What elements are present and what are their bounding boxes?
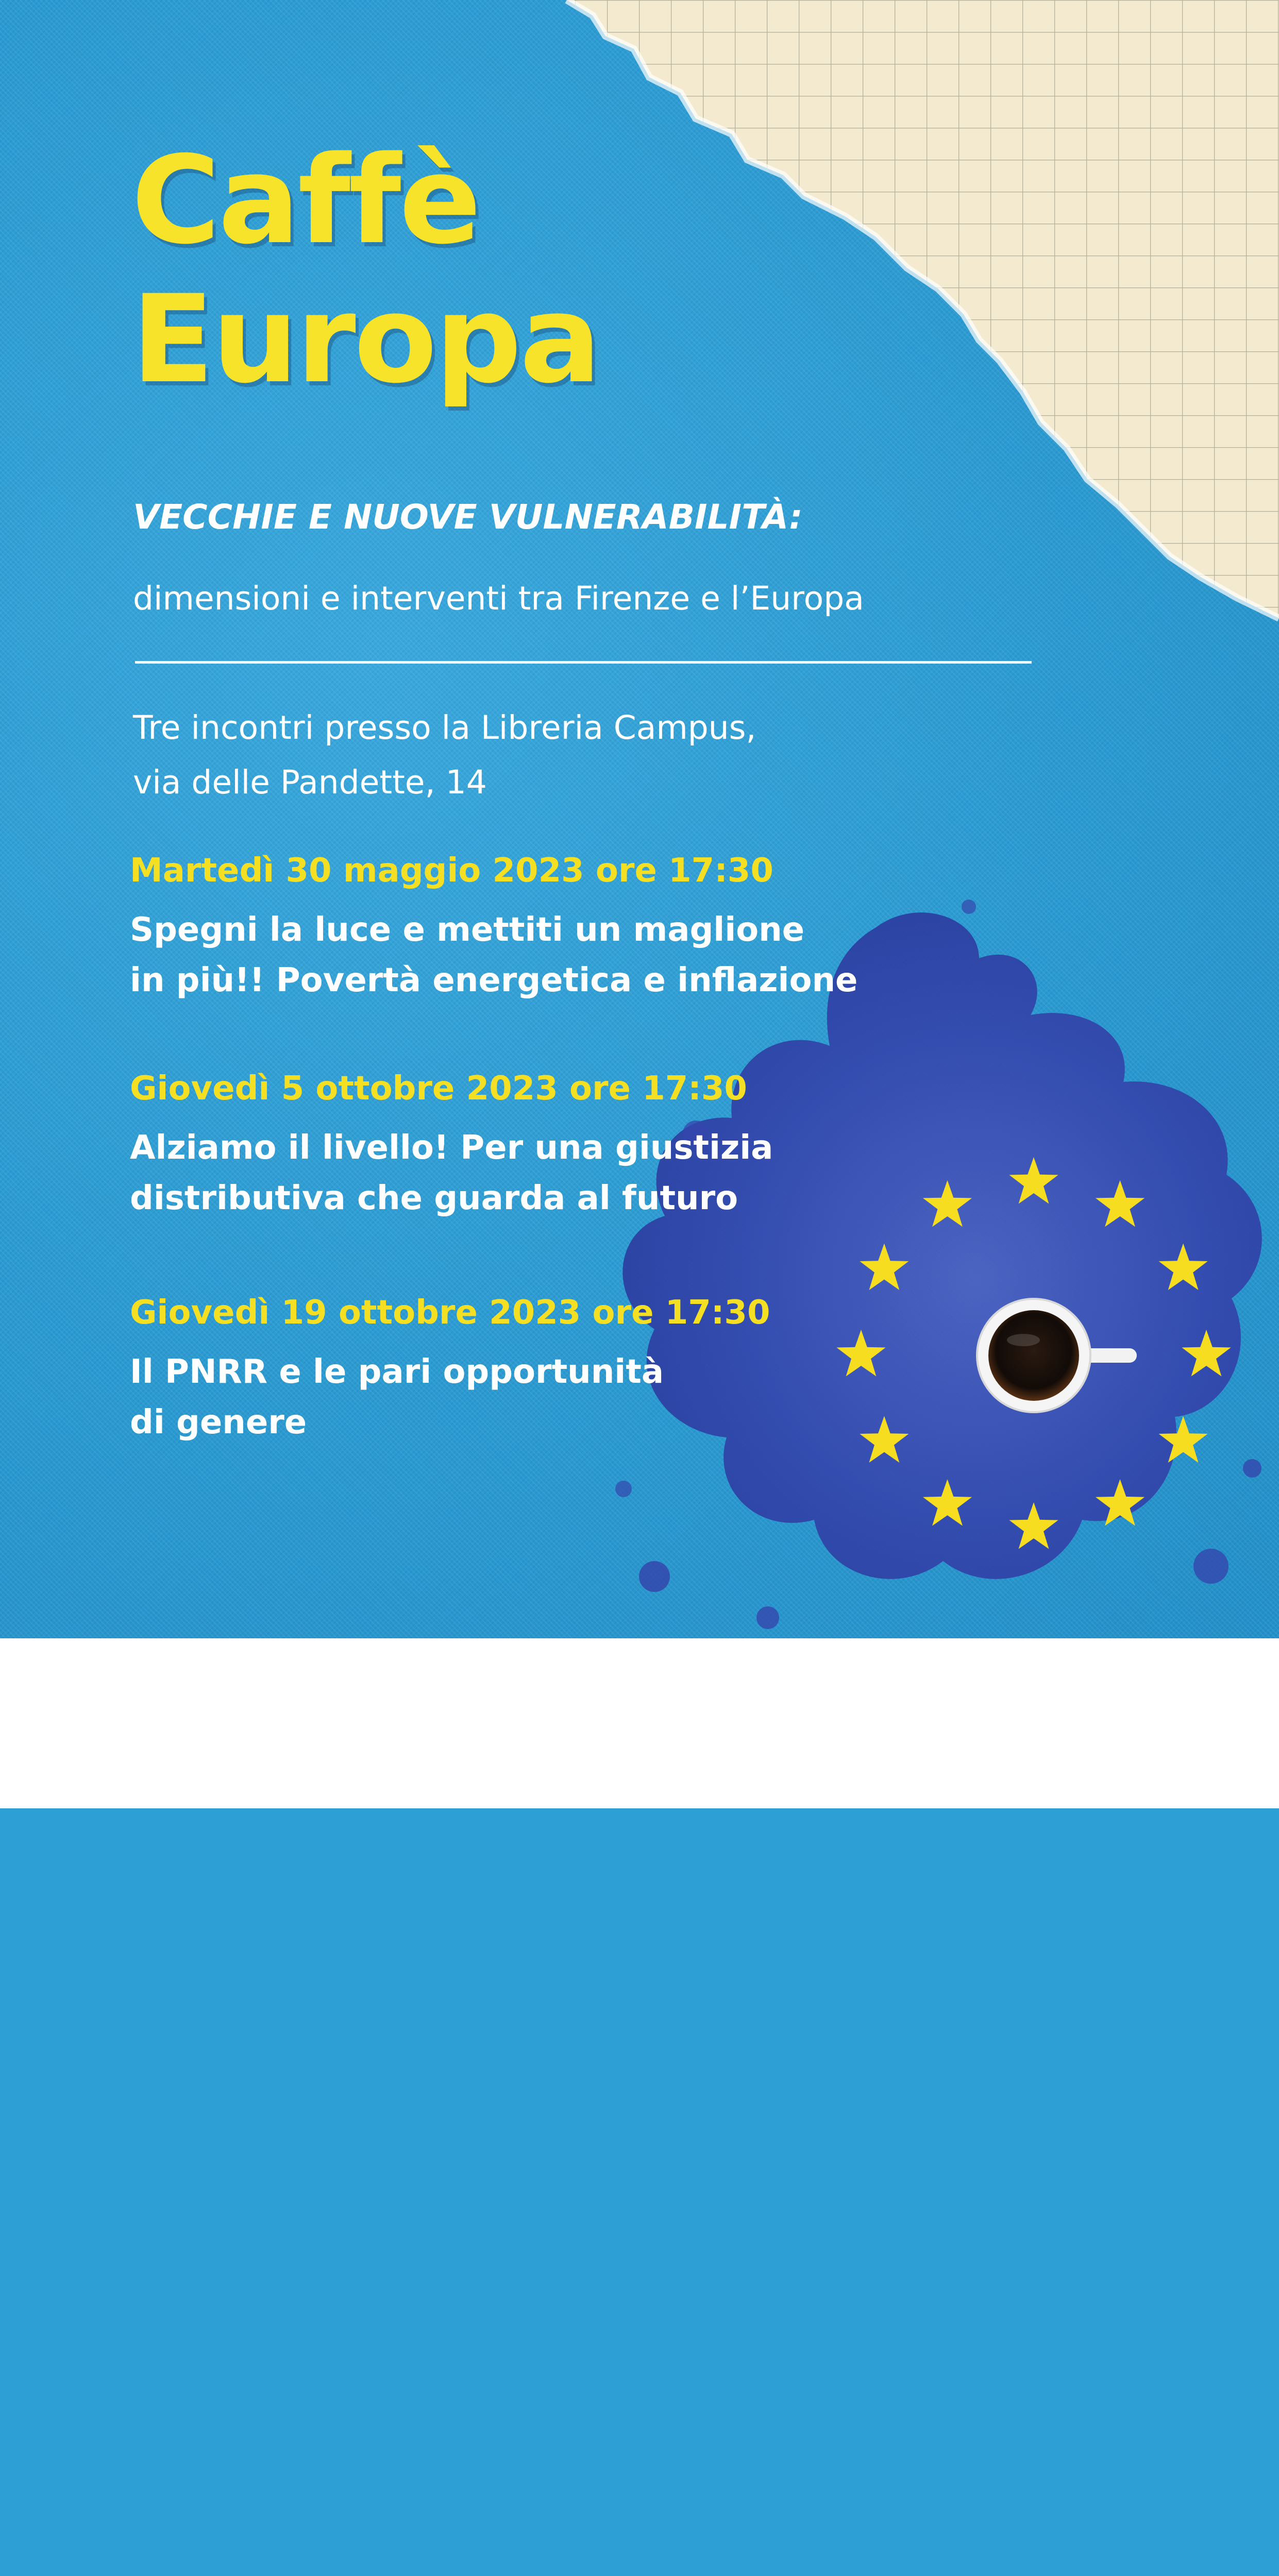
event-2-date: Giovedì 5 ottobre 2023 ore 17:30 [130, 1070, 747, 1108]
title-line-2: Europa [131, 269, 599, 410]
subtitle-description: dimensioni e interventi tra Firenze e l’Europa [133, 580, 864, 617]
event-1-title-line-1: Spegni la luce e mettiti un maglione [130, 911, 805, 949]
event-1-title-line-2: in più!! Povertà energetica e inflazione [130, 961, 858, 999]
event-3-title-line-2: di genere [130, 1403, 307, 1442]
event-1-date: Martedì 30 maggio 2023 ore 17:30 [130, 852, 773, 890]
event-3 [130, 1290, 770, 1455]
event-1-title [130, 897, 857, 1013]
event-1 [130, 848, 857, 1013]
event-3-title-line-1: Il PNRR e le pari opportunità [130, 1353, 664, 1391]
event-3-date: Giovedì 19 ottobre 2023 ore 17:30 [130, 1294, 770, 1332]
event-3-title [130, 1339, 770, 1455]
divider [135, 661, 1032, 664]
title-line-1: Caffè [131, 130, 479, 271]
venue-line-1: Tre incontri presso la Libreria Campus, [133, 709, 756, 747]
event-2-title-line-1: Alziamo il livello! Per una giustizia [130, 1129, 773, 1167]
sponsor-footer [0, 1638, 1279, 1808]
event-2 [130, 1065, 773, 1231]
subtitle: VECCHIE E NUOVE VULNERABILITÀ: [133, 497, 803, 537]
venue-info [133, 701, 756, 810]
event-2-title [130, 1115, 773, 1231]
venue-line-2: via delle Pandette, 14 [133, 764, 487, 801]
event-2-title-line-2: distributiva che guarda al futuro [130, 1179, 738, 1217]
poster-title [131, 131, 599, 410]
